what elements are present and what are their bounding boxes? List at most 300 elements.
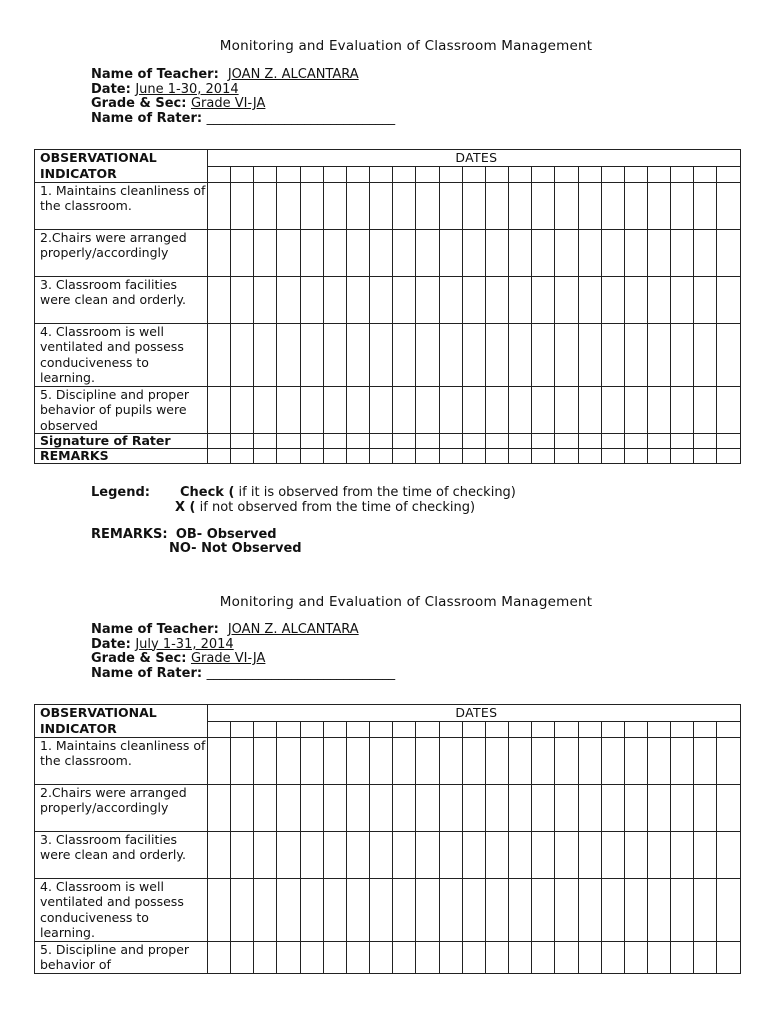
check-cell[interactable] [555,878,578,941]
check-cell[interactable] [208,386,231,434]
date-cell[interactable] [277,166,300,182]
check-cell[interactable] [254,182,277,229]
check-cell[interactable] [323,878,346,941]
check-cell[interactable] [208,737,231,784]
check-cell[interactable] [254,831,277,878]
check-cell[interactable] [231,229,254,276]
check-cell[interactable] [578,229,601,276]
date-cell[interactable] [485,166,508,182]
date-cell[interactable] [509,166,532,182]
check-cell[interactable] [208,323,231,386]
check-cell[interactable] [231,878,254,941]
check-cell[interactable] [601,182,624,229]
check-cell[interactable] [393,831,416,878]
check-cell[interactable] [416,449,439,464]
check-cell[interactable] [208,941,231,973]
check-cell[interactable] [532,941,555,973]
check-cell[interactable] [578,784,601,831]
check-cell[interactable] [277,276,300,323]
check-cell[interactable] [208,434,231,449]
check-cell[interactable] [277,831,300,878]
check-cell[interactable] [416,229,439,276]
check-cell[interactable] [370,878,393,941]
check-cell[interactable] [717,323,740,386]
check-cell[interactable] [208,784,231,831]
check-cell[interactable] [346,386,369,434]
check-cell[interactable] [416,878,439,941]
date-cell[interactable] [231,721,254,737]
check-cell[interactable] [647,449,670,464]
check-cell[interactable] [254,941,277,973]
check-cell[interactable] [671,386,694,434]
check-cell[interactable] [439,878,462,941]
check-cell[interactable] [323,941,346,973]
check-cell[interactable] [462,784,485,831]
check-cell[interactable] [555,182,578,229]
check-cell[interactable] [370,941,393,973]
check-cell[interactable] [439,276,462,323]
check-cell[interactable] [416,784,439,831]
check-cell[interactable] [647,737,670,784]
check-cell[interactable] [647,386,670,434]
check-cell[interactable] [300,276,323,323]
check-cell[interactable] [208,182,231,229]
check-cell[interactable] [323,276,346,323]
check-cell[interactable] [624,878,647,941]
check-cell[interactable] [277,941,300,973]
check-cell[interactable] [555,276,578,323]
check-cell[interactable] [300,737,323,784]
check-cell[interactable] [555,784,578,831]
check-cell[interactable] [624,737,647,784]
check-cell[interactable] [694,276,717,323]
check-cell[interactable] [277,323,300,386]
date-cell[interactable] [346,166,369,182]
check-cell[interactable] [555,323,578,386]
check-cell[interactable] [300,229,323,276]
date-cell[interactable] [694,166,717,182]
check-cell[interactable] [717,784,740,831]
check-cell[interactable] [624,229,647,276]
check-cell[interactable] [393,276,416,323]
check-cell[interactable] [671,784,694,831]
check-cell[interactable] [671,941,694,973]
check-cell[interactable] [208,831,231,878]
check-cell[interactable] [346,229,369,276]
date-cell[interactable] [624,721,647,737]
date-cell[interactable] [439,721,462,737]
check-cell[interactable] [671,737,694,784]
check-cell[interactable] [323,737,346,784]
check-cell[interactable] [393,386,416,434]
check-cell[interactable] [346,831,369,878]
date-cell[interactable] [277,721,300,737]
check-cell[interactable] [647,323,670,386]
check-cell[interactable] [439,449,462,464]
check-cell[interactable] [485,831,508,878]
check-cell[interactable] [624,831,647,878]
check-cell[interactable] [532,434,555,449]
check-cell[interactable] [509,276,532,323]
check-cell[interactable] [509,434,532,449]
check-cell[interactable] [671,831,694,878]
date-cell[interactable] [254,166,277,182]
check-cell[interactable] [647,831,670,878]
check-cell[interactable] [370,182,393,229]
check-cell[interactable] [393,323,416,386]
check-cell[interactable] [416,182,439,229]
check-cell[interactable] [462,276,485,323]
check-cell[interactable] [485,276,508,323]
check-cell[interactable] [694,434,717,449]
check-cell[interactable] [370,323,393,386]
check-cell[interactable] [485,941,508,973]
check-cell[interactable] [370,386,393,434]
date-cell[interactable] [671,721,694,737]
check-cell[interactable] [555,831,578,878]
date-cell[interactable] [532,721,555,737]
date-cell[interactable] [578,721,601,737]
date-cell[interactable] [323,166,346,182]
check-cell[interactable] [231,276,254,323]
check-cell[interactable] [323,182,346,229]
check-cell[interactable] [231,182,254,229]
check-cell[interactable] [323,831,346,878]
date-cell[interactable] [370,721,393,737]
check-cell[interactable] [601,276,624,323]
check-cell[interactable] [462,229,485,276]
date-cell[interactable] [462,721,485,737]
date-cell[interactable] [416,166,439,182]
check-cell[interactable] [717,386,740,434]
check-cell[interactable] [601,878,624,941]
check-cell[interactable] [694,229,717,276]
check-cell[interactable] [578,449,601,464]
date-cell[interactable] [601,721,624,737]
check-cell[interactable] [555,434,578,449]
check-cell[interactable] [555,941,578,973]
check-cell[interactable] [647,784,670,831]
date-cell[interactable] [509,721,532,737]
check-cell[interactable] [671,878,694,941]
check-cell[interactable] [717,941,740,973]
check-cell[interactable] [439,323,462,386]
check-cell[interactable] [509,323,532,386]
check-cell[interactable] [578,737,601,784]
check-cell[interactable] [416,737,439,784]
check-cell[interactable] [578,941,601,973]
check-cell[interactable] [208,276,231,323]
check-cell[interactable] [300,831,323,878]
check-cell[interactable] [509,182,532,229]
check-cell[interactable] [462,737,485,784]
check-cell[interactable] [509,941,532,973]
check-cell[interactable] [231,831,254,878]
check-cell[interactable] [624,182,647,229]
check-cell[interactable] [671,276,694,323]
date-cell[interactable] [416,721,439,737]
check-cell[interactable] [717,434,740,449]
check-cell[interactable] [370,276,393,323]
check-cell[interactable] [601,434,624,449]
check-cell[interactable] [439,386,462,434]
check-cell[interactable] [532,323,555,386]
check-cell[interactable] [462,323,485,386]
check-cell[interactable] [231,386,254,434]
check-cell[interactable] [601,831,624,878]
check-cell[interactable] [323,229,346,276]
check-cell[interactable] [624,784,647,831]
check-cell[interactable] [601,229,624,276]
check-cell[interactable] [624,941,647,973]
check-cell[interactable] [231,323,254,386]
check-cell[interactable] [277,737,300,784]
check-cell[interactable] [393,449,416,464]
check-cell[interactable] [647,229,670,276]
check-cell[interactable] [485,229,508,276]
check-cell[interactable] [208,229,231,276]
check-cell[interactable] [346,784,369,831]
check-cell[interactable] [485,784,508,831]
check-cell[interactable] [509,229,532,276]
check-cell[interactable] [254,449,277,464]
check-cell[interactable] [578,323,601,386]
date-cell[interactable] [208,166,231,182]
date-cell[interactable] [647,166,670,182]
date-cell[interactable] [647,721,670,737]
check-cell[interactable] [231,941,254,973]
check-cell[interactable] [208,878,231,941]
check-cell[interactable] [532,276,555,323]
check-cell[interactable] [416,831,439,878]
check-cell[interactable] [462,941,485,973]
check-cell[interactable] [346,737,369,784]
check-cell[interactable] [532,229,555,276]
check-cell[interactable] [370,784,393,831]
check-cell[interactable] [439,831,462,878]
check-cell[interactable] [671,182,694,229]
check-cell[interactable] [671,434,694,449]
check-cell[interactable] [532,386,555,434]
check-cell[interactable] [462,182,485,229]
check-cell[interactable] [532,449,555,464]
date-cell[interactable] [300,166,323,182]
date-cell[interactable] [208,721,231,737]
check-cell[interactable] [231,434,254,449]
check-cell[interactable] [555,386,578,434]
check-cell[interactable] [393,737,416,784]
check-cell[interactable] [323,323,346,386]
check-cell[interactable] [393,784,416,831]
check-cell[interactable] [300,449,323,464]
date-cell[interactable] [393,721,416,737]
check-cell[interactable] [647,878,670,941]
check-cell[interactable] [601,449,624,464]
check-cell[interactable] [439,941,462,973]
check-cell[interactable] [555,449,578,464]
check-cell[interactable] [509,386,532,434]
check-cell[interactable] [323,784,346,831]
check-cell[interactable] [485,878,508,941]
check-cell[interactable] [439,737,462,784]
check-cell[interactable] [254,276,277,323]
check-cell[interactable] [624,323,647,386]
check-cell[interactable] [624,449,647,464]
check-cell[interactable] [393,878,416,941]
check-cell[interactable] [346,878,369,941]
check-cell[interactable] [254,434,277,449]
check-cell[interactable] [323,386,346,434]
check-cell[interactable] [647,941,670,973]
check-cell[interactable] [277,784,300,831]
check-cell[interactable] [393,229,416,276]
check-cell[interactable] [300,434,323,449]
check-cell[interactable] [717,229,740,276]
date-cell[interactable] [231,166,254,182]
check-cell[interactable] [254,784,277,831]
check-cell[interactable] [300,784,323,831]
check-cell[interactable] [439,784,462,831]
check-cell[interactable] [601,323,624,386]
check-cell[interactable] [509,737,532,784]
check-cell[interactable] [300,182,323,229]
check-cell[interactable] [694,784,717,831]
check-cell[interactable] [208,449,231,464]
check-cell[interactable] [694,878,717,941]
check-cell[interactable] [694,941,717,973]
check-cell[interactable] [717,449,740,464]
check-cell[interactable] [416,276,439,323]
check-cell[interactable] [578,386,601,434]
check-cell[interactable] [485,449,508,464]
check-cell[interactable] [532,737,555,784]
check-cell[interactable] [601,737,624,784]
date-cell[interactable] [555,166,578,182]
check-cell[interactable] [509,878,532,941]
check-cell[interactable] [323,449,346,464]
check-cell[interactable] [624,276,647,323]
check-cell[interactable] [254,878,277,941]
check-cell[interactable] [578,434,601,449]
date-cell[interactable] [370,166,393,182]
check-cell[interactable] [555,737,578,784]
check-cell[interactable] [532,831,555,878]
check-cell[interactable] [439,434,462,449]
check-cell[interactable] [485,737,508,784]
check-cell[interactable] [416,386,439,434]
check-cell[interactable] [277,449,300,464]
check-cell[interactable] [277,386,300,434]
date-cell[interactable] [555,721,578,737]
check-cell[interactable] [346,434,369,449]
check-cell[interactable] [532,878,555,941]
check-cell[interactable] [254,323,277,386]
check-cell[interactable] [509,784,532,831]
date-cell[interactable] [300,721,323,737]
date-cell[interactable] [717,721,740,737]
check-cell[interactable] [647,182,670,229]
check-cell[interactable] [509,449,532,464]
check-cell[interactable] [647,276,670,323]
check-cell[interactable] [532,784,555,831]
check-cell[interactable] [694,449,717,464]
check-cell[interactable] [601,784,624,831]
check-cell[interactable] [532,182,555,229]
date-cell[interactable] [671,166,694,182]
check-cell[interactable] [300,386,323,434]
date-cell[interactable] [624,166,647,182]
check-cell[interactable] [231,784,254,831]
check-cell[interactable] [277,229,300,276]
check-cell[interactable] [416,323,439,386]
date-cell[interactable] [578,166,601,182]
check-cell[interactable] [346,941,369,973]
check-cell[interactable] [671,229,694,276]
check-cell[interactable] [346,182,369,229]
check-cell[interactable] [300,323,323,386]
check-cell[interactable] [624,434,647,449]
check-cell[interactable] [370,737,393,784]
check-cell[interactable] [254,737,277,784]
check-cell[interactable] [462,449,485,464]
check-cell[interactable] [416,434,439,449]
check-cell[interactable] [485,182,508,229]
check-cell[interactable] [439,182,462,229]
check-cell[interactable] [601,386,624,434]
check-cell[interactable] [462,831,485,878]
date-cell[interactable] [532,166,555,182]
check-cell[interactable] [370,831,393,878]
check-cell[interactable] [346,323,369,386]
check-cell[interactable] [694,831,717,878]
check-cell[interactable] [370,434,393,449]
check-cell[interactable] [717,276,740,323]
check-cell[interactable] [578,831,601,878]
check-cell[interactable] [277,434,300,449]
check-cell[interactable] [694,386,717,434]
date-cell[interactable] [462,166,485,182]
check-cell[interactable] [439,229,462,276]
check-cell[interactable] [346,449,369,464]
check-cell[interactable] [370,229,393,276]
check-cell[interactable] [323,434,346,449]
check-cell[interactable] [300,941,323,973]
check-cell[interactable] [254,229,277,276]
date-cell[interactable] [254,721,277,737]
check-cell[interactable] [717,182,740,229]
check-cell[interactable] [462,878,485,941]
check-cell[interactable] [555,229,578,276]
date-cell[interactable] [393,166,416,182]
check-cell[interactable] [485,434,508,449]
check-cell[interactable] [300,878,323,941]
check-cell[interactable] [277,182,300,229]
date-cell[interactable] [346,721,369,737]
check-cell[interactable] [694,737,717,784]
check-cell[interactable] [694,182,717,229]
check-cell[interactable] [694,323,717,386]
check-cell[interactable] [231,449,254,464]
check-cell[interactable] [485,323,508,386]
date-cell[interactable] [323,721,346,737]
date-cell[interactable] [601,166,624,182]
check-cell[interactable] [717,878,740,941]
check-cell[interactable] [393,182,416,229]
check-cell[interactable] [578,878,601,941]
check-cell[interactable] [231,737,254,784]
check-cell[interactable] [416,941,439,973]
date-cell[interactable] [694,721,717,737]
